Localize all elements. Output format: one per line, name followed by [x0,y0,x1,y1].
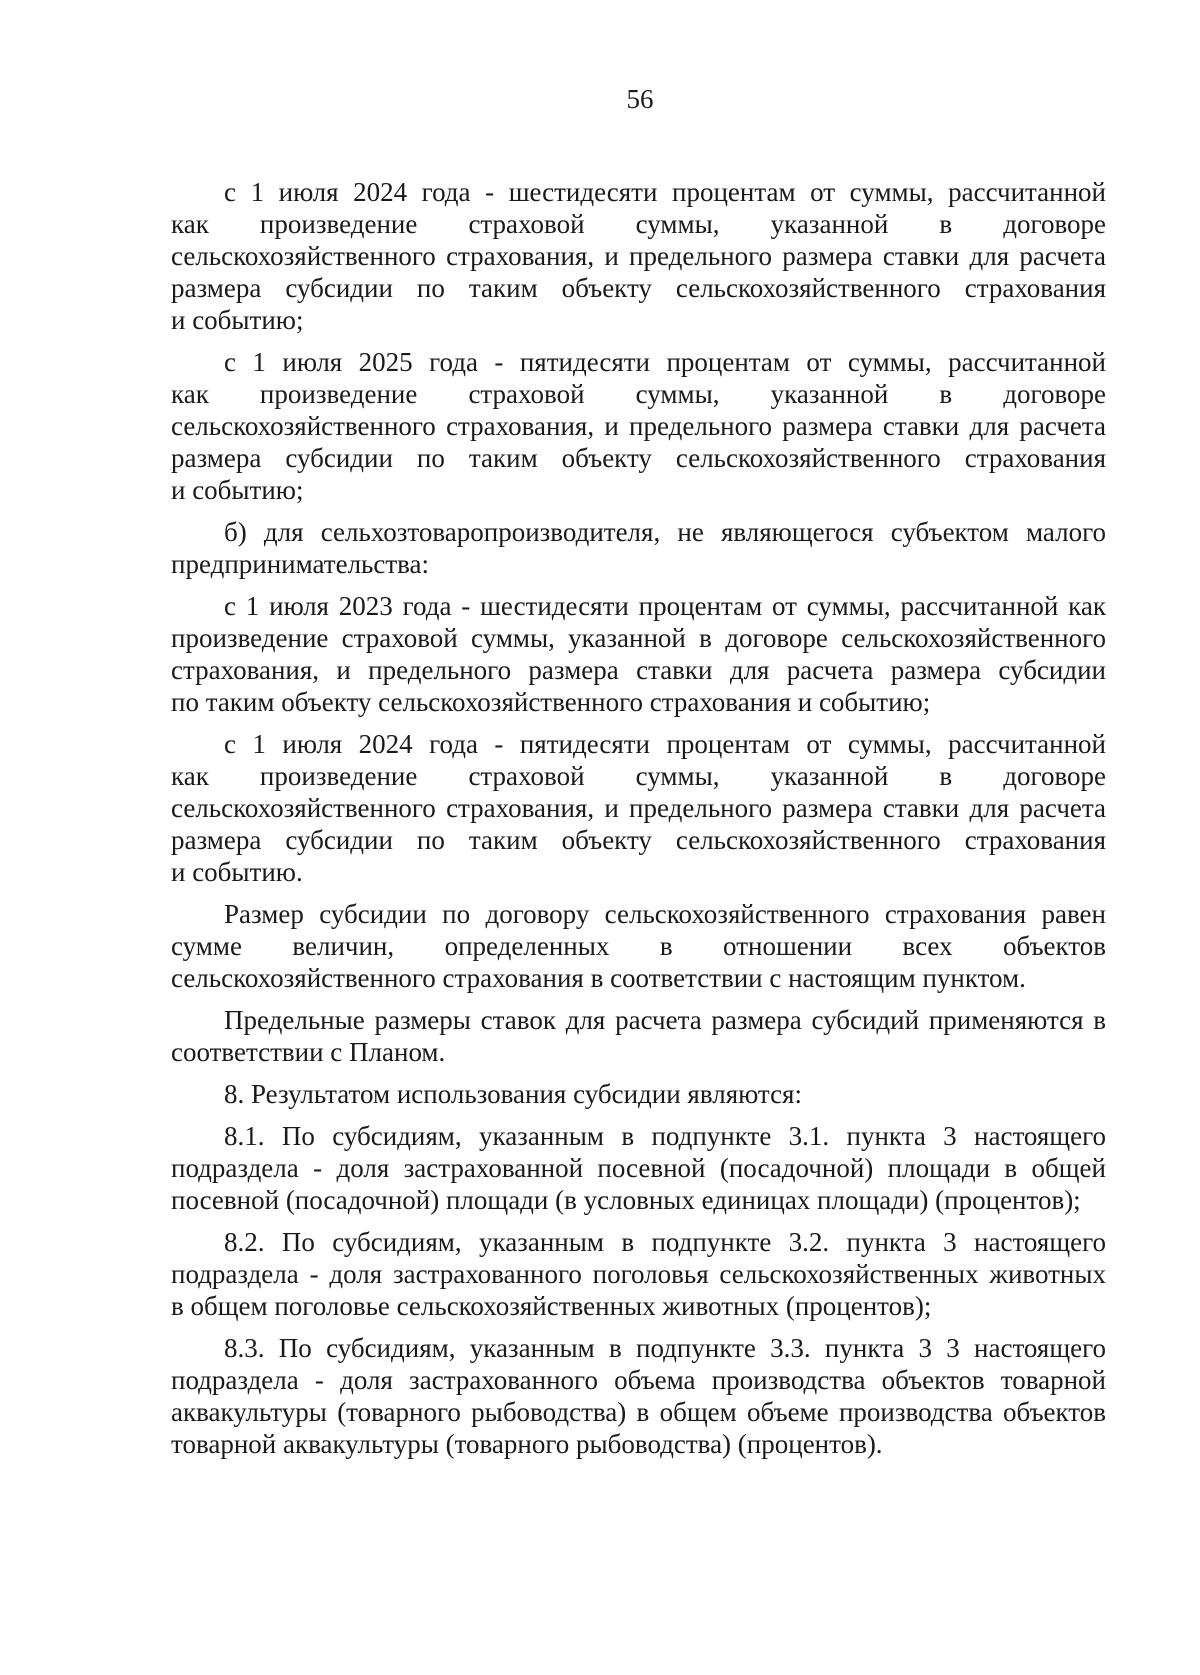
paragraph [171,176,1106,336]
text-line: 8.2. По субсидиям, указанным в подпункте 3.2. пункта 3 настоящего [224,1227,1106,1257]
text-line: подраздела - доля застрахованного поголовья сельскохозяйственных животных [171,1259,1106,1289]
text-line: по таким объекту сельскохозяйственного страхования и событию; [171,687,931,717]
document-body [171,176,1106,1470]
page-number: 56 [626,84,654,114]
text-line: подраздела - доля застрахованного объема производства объектов товарной [171,1365,1106,1395]
text-line: сельскохозяйственного страхования в соответствии с настоящим пунктом. [171,963,1026,993]
text-line: и событию; [171,305,304,335]
text-line: 8.3. По субсидиям, указанным в подпункте 3.3. пункта 3 3 настоящего [224,1333,1106,1363]
paragraph [171,1078,1106,1110]
text-line: товарной аквакультуры (товарного рыбоводства) (процентов). [171,1429,883,1459]
paragraph [171,590,1106,718]
text-line: размера субсидии по таким объекту сельскохозяйственного страхования [171,825,1106,855]
text-line: с 1 июля 2023 года - шестидесяти процентам от суммы, рассчитанной как [224,591,1106,621]
text-line: сельскохозяйственного страхования, и предельного размера ставки для расчета [171,241,1106,271]
paragraph [171,1226,1106,1322]
text-line: 8.1. По субсидиям, указанным в подпункте 3.1. пункта 3 настоящего [224,1121,1106,1151]
text-line: сумме величин, определенных в отношении всех объектов [171,931,1106,961]
text-line: аквакультуры (товарного рыбоводства) в общем объеме производства объектов [171,1397,1106,1427]
text-line: с 1 июля 2024 года - пятидесяти процентам от суммы, рассчитанной [224,729,1106,759]
text-line: и событию; [171,475,304,505]
paragraph [171,728,1106,888]
text-line: Размер субсидии по договору сельскохозяйственного страхования равен [224,899,1106,929]
text-line: соответствии с Планом. [171,1037,446,1067]
text-line: 8. Результатом использования субсидии являются: [224,1079,802,1109]
text-line: сельскохозяйственного страхования, и предельного размера ставки для расчета [171,793,1106,823]
paragraph [171,346,1106,506]
text-line: как произведение страховой суммы, указанной в договоре [171,379,1106,409]
text-line: посевной (посадочной) площади (в условных единицах площади) (процентов); [171,1185,1081,1215]
text-line: и событию. [171,857,303,887]
text-line: в общем поголовье сельскохозяйственных животных (процентов); [171,1291,932,1321]
text-line: предпринимательства: [171,549,430,579]
paragraph [171,898,1106,994]
text-line: размера субсидии по таким объекту сельскохозяйственного страхования [171,443,1106,473]
text-line: размера субсидии по таким объекту сельскохозяйственного страхования [171,273,1106,303]
paragraph [171,516,1106,580]
text-line: сельскохозяйственного страхования, и предельного размера ставки для расчета [171,411,1106,441]
text-line: подраздела - доля застрахованной посевной (посадочной) площади в общей [171,1153,1106,1183]
text-line: б) для сельхозтоваропроизводителя, не являющегося субъектом малого [224,517,1106,547]
paragraph [171,1120,1106,1216]
text-line: с 1 июля 2024 года - шестидесяти процентам от суммы, рассчитанной [224,177,1106,207]
text-line: с 1 июля 2025 года - пятидесяти процентам от суммы, рассчитанной [224,347,1106,377]
text-line: произведение страховой суммы, указанной в договоре сельскохозяйственного [171,623,1106,653]
text-line: как произведение страховой суммы, указанной в договоре [171,761,1106,791]
text-line: как произведение страховой суммы, указанной в договоре [171,209,1106,239]
paragraph [171,1004,1106,1068]
text-line: страхования, и предельного размера ставки для расчета размера субсидии [171,655,1106,685]
text-line: Предельные размеры ставок для расчета размера субсидий применяются в [224,1005,1106,1035]
paragraph [171,1332,1106,1460]
